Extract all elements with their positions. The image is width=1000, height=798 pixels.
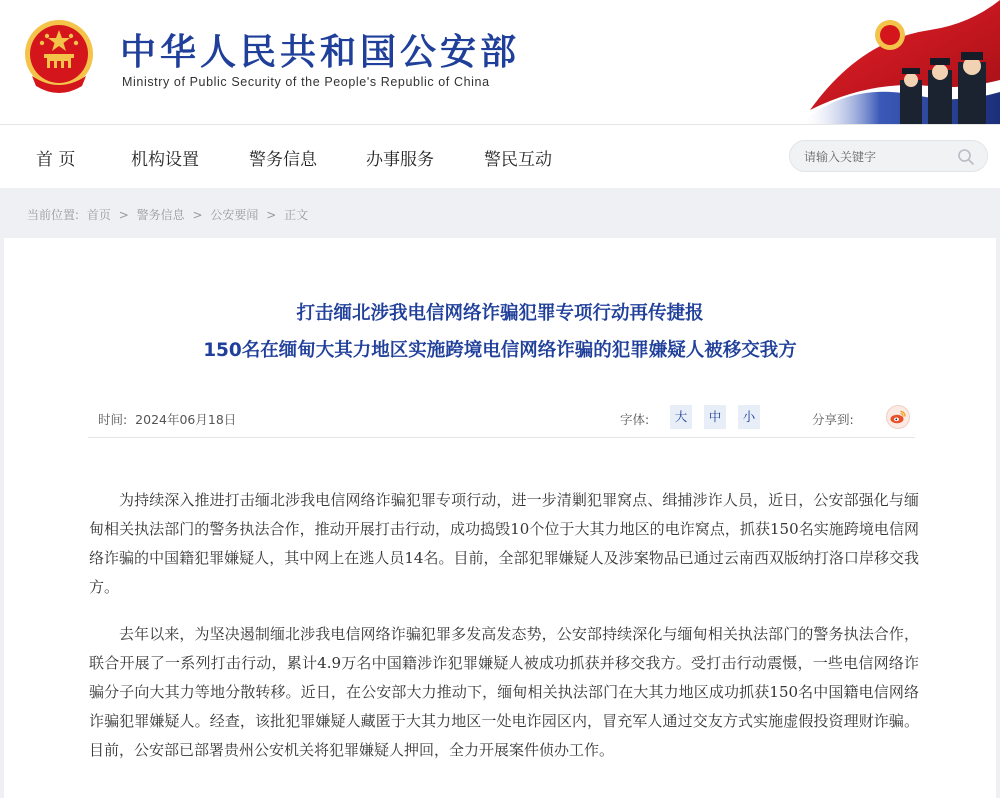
nav-item-organization[interactable]: 机构设置: [131, 150, 199, 170]
breadcrumb-label: 当前位置:: [27, 208, 80, 222]
breadcrumb-home[interactable]: 首页: [86, 208, 111, 222]
breadcrumb-current: 正文: [284, 208, 309, 222]
nav-item-home[interactable]: 首 页: [36, 150, 76, 170]
breadcrumb-news[interactable]: 公安要闻: [210, 208, 259, 222]
font-size-label: 字体:: [620, 412, 650, 427]
article-title-line2: 150名在缅甸大其力地区实施跨境电信网络诈骗的犯罪嫌疑人被移交我方: [203, 340, 797, 361]
article-panel: [4, 238, 996, 798]
nav-item-police-info[interactable]: 警务信息: [249, 150, 317, 170]
time-label: 时间:: [98, 412, 128, 427]
article-paragraph-2: 去年以来，为坚决遏制缅北涉我电信网络诈骗犯罪多发高发态势，公安部持续深化与缅甸相关执法部门的警务执法合作，联合开展了一系列打击行动，累计4.9万名中国籍涉诈犯罪嫌疑人被成功抓获并移交我方。受打击行动震慑，一些电信网络诈骗分子向大其力等地分散转移。近日，在公安部大力推动下，缅甸相关执法部门在大其力地区成功抓获150名中国籍电信网络诈骗犯罪嫌疑人。经查，该批犯罪嫌疑人藏匿于大其力地区一处电诈园区内，冒充军人通过交友方式实施虚假投资理财诈骗。目前，公安部已部署贵州公安机关将犯罪嫌疑人押回，全力开展案件侦办工作。: [89, 625, 919, 759]
breadcrumb: [27, 206, 312, 223]
share-label: 分享到:: [812, 412, 854, 427]
article-title-line1: 打击缅北涉我电信网络诈骗犯罪专项行动再传捷报: [296, 303, 704, 324]
font-size-medium-button[interactable]: 中: [704, 405, 726, 429]
search-icon[interactable]: [957, 148, 975, 166]
weibo-share-icon[interactable]: [886, 405, 910, 429]
national-emblem-logo[interactable]: [22, 16, 96, 96]
publish-time: [98, 410, 236, 428]
font-size-large-button[interactable]: 大: [670, 405, 692, 429]
publish-date: 2024年06月18日: [135, 412, 237, 427]
article-meta: [88, 398, 915, 438]
site-subtitle: Ministry of Public Security of the People's Republic of China: [122, 75, 490, 89]
nav-item-services[interactable]: 办事服务: [366, 150, 434, 170]
search-input[interactable]: [804, 147, 954, 167]
article-paragraph-1: 为持续深入推进打击缅北涉我电信网络诈骗犯罪专项行动，进一步清剿犯罪窝点、缉捕涉诈人员，近日，公安部强化与缅甸相关执法部门的警务执法合作，推动开展打击行动，成功捣毁10个位于大其力地区的电诈窝点，抓获150名实施跨境电信网络诈骗的中国籍犯罪嫌疑人，其中网上在逃人员14名。目前，全部犯罪嫌疑人及涉案物品已通过云南西双版纳打洛口岸移交我方。: [89, 491, 919, 596]
search-box: [789, 140, 988, 172]
breadcrumb-separator: >: [266, 208, 277, 222]
site-header: [0, 0, 1000, 124]
breadcrumb-separator: >: [118, 208, 129, 222]
breadcrumb-police-info[interactable]: 警务信息: [136, 208, 185, 222]
font-size-small-button[interactable]: 小: [738, 405, 760, 429]
site-title: 中华人民共和国公安部: [120, 32, 521, 73]
banner-flag-police-image: [740, 0, 1000, 124]
nav-item-interaction[interactable]: 警民互动: [484, 150, 552, 170]
breadcrumb-separator: >: [192, 208, 203, 222]
